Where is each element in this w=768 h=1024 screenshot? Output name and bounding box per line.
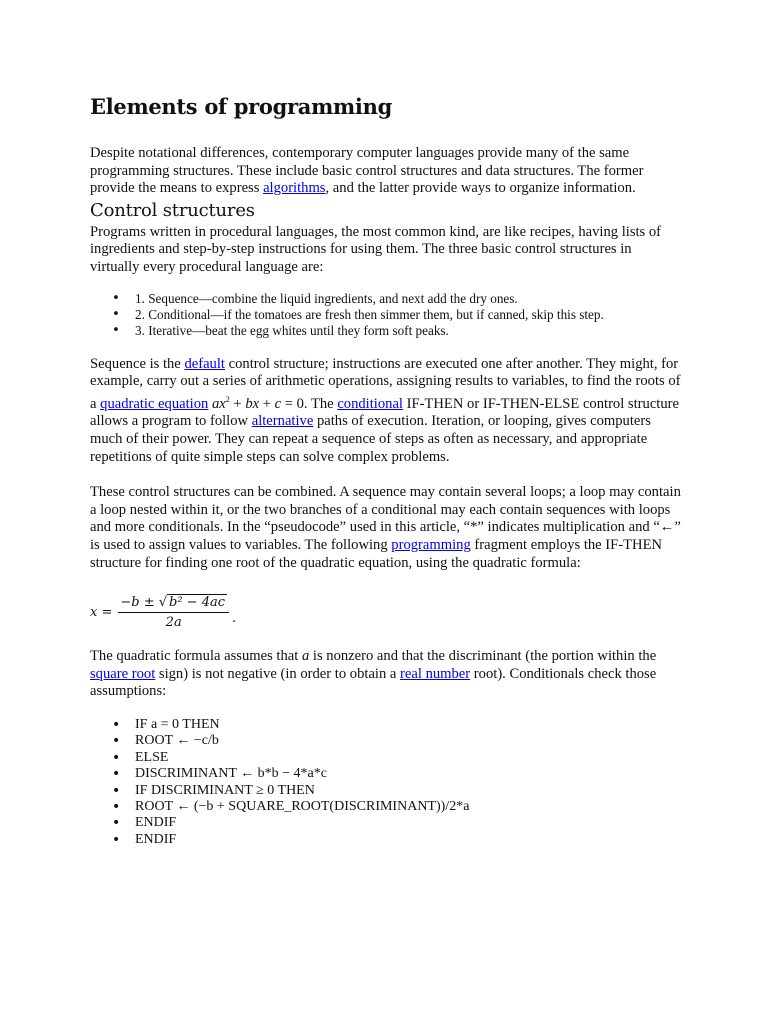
sequence-text-2: control structure; instructions are executed one after another. They might, for example, carry out a series of arithmetic operations, assigning results to variables, to find the roots of a	[90, 355, 681, 412]
assumptions-paragraph	[90, 648, 682, 701]
article-body	[90, 94, 682, 848]
control-structures-list	[90, 291, 682, 340]
intro-text-1: Despite notational differences, contemporary computer languages provide many of the same programming structures. These include basic control structures and data structures. The former provide the means to express	[90, 145, 644, 197]
code-line: • ENDIF	[90, 832, 682, 848]
assumptions-text-2: is nonzero and that the discriminant (the portion within the	[309, 648, 657, 665]
intro-text-2: , and the latter provide ways to organize information.	[325, 180, 636, 197]
paragraph-gap	[90, 466, 682, 484]
formula-denominator: 2a	[165, 614, 182, 630]
section-heading-control-structures: Control structures	[90, 199, 255, 221]
sequence-text-1: Sequence is the	[90, 355, 185, 372]
equation-exponent: 2	[225, 394, 230, 404]
equation-end: = 0. The	[281, 395, 338, 412]
code-line: • DISCRIMINANT ← b*b − 4*a*c	[90, 766, 682, 782]
square-root-link[interactable]: square root	[90, 665, 156, 682]
equation-ax: ax	[212, 395, 226, 412]
equation-bx: bx	[245, 395, 260, 412]
formula-fraction	[118, 595, 229, 630]
equation-plus-2: +	[259, 395, 275, 412]
combined-text-1: These control structures can be combined. A sequence may contain several loops; a loop may contain a loop nested within it, or the two branches of a conditional may each contain sequences with loops and more conditionals. In the “pseudocode” used in this article, “*” indicates multiplication and “←” is used to assign values to variables. The following	[90, 484, 681, 553]
quadratic-formula	[90, 592, 682, 632]
default-link[interactable]: default	[184, 355, 225, 372]
equation-plus-1: +	[229, 395, 246, 412]
combined-structures-paragraph	[90, 484, 682, 572]
formula-numerator	[118, 595, 229, 613]
variable-a: a	[301, 648, 310, 665]
code-line: • IF a = 0 THEN	[90, 717, 682, 733]
code-line: • IF DISCRIMINANT ≥ 0 THEN	[90, 783, 682, 799]
assumptions-text-4: root). Conditionals check those assumptions:	[90, 665, 657, 700]
quadratic-equation-link[interactable]: quadratic equation	[100, 395, 209, 412]
code-line: • ROOT ← (−b + SQUARE_ROOT(DISCRIMINANT))/2*a	[90, 799, 682, 815]
code-line: • ELSE	[90, 750, 682, 766]
formula-lhs: x =	[90, 604, 113, 620]
combined-text-2: fragment employs the IF-THEN structure for finding one root of the quadratic equation, using the quadratic formula:	[90, 536, 663, 571]
sequence-text-4: paths of execution. Iteration, or looping, gives computers much of their power. They can repeat a sequence of steps as often as necessary, and appropriate repetitions of quite simple steps can solve complex problems.	[90, 413, 651, 465]
real-number-link[interactable]: real number	[400, 665, 471, 682]
formula-numerator-prefix: −b ± √	[120, 594, 168, 610]
sequence-paragraph	[90, 356, 682, 466]
formula-period: .	[232, 611, 237, 627]
alternative-link[interactable]: alternative	[251, 413, 314, 430]
code-line: • ROOT ← −c/b	[90, 733, 682, 749]
conditional-link[interactable]: conditional	[337, 395, 403, 412]
code-line: • ENDIF	[90, 815, 682, 831]
list-item: • 1. Sequence—combine the liquid ingredients, and next add the dry ones.	[90, 291, 682, 307]
programming-link[interactable]: programming	[391, 536, 471, 553]
pseudocode-list	[90, 717, 682, 848]
control-structures-paragraph: Programs written in procedural languages, the most common kind, are like recipes, having lists of ingredients and step-by-step instructions for using them. The three basic control structures in virtually every procedural language are:	[90, 223, 662, 275]
assumptions-text-1: The quadratic formula assumes that	[90, 648, 302, 665]
assumptions-text-3: sign) is not negative (in order to obtain a	[155, 665, 401, 682]
list-item: • 2. Conditional—if the tomatoes are fresh then simmer them, but if canned, skip this step.	[90, 307, 682, 323]
page-title: Elements of programming	[90, 94, 392, 119]
intro-paragraph	[90, 145, 682, 198]
sequence-text-3: IF-THEN or IF-THEN-ELSE control structure allows a program to follow	[90, 395, 679, 430]
equation-c: c	[274, 395, 282, 412]
algorithms-link[interactable]: algorithms	[263, 180, 326, 197]
list-item: • 3. Iterative—beat the egg whites until they form soft peaks.	[90, 323, 682, 339]
formula-radicand: b² − 4ac	[169, 594, 226, 610]
